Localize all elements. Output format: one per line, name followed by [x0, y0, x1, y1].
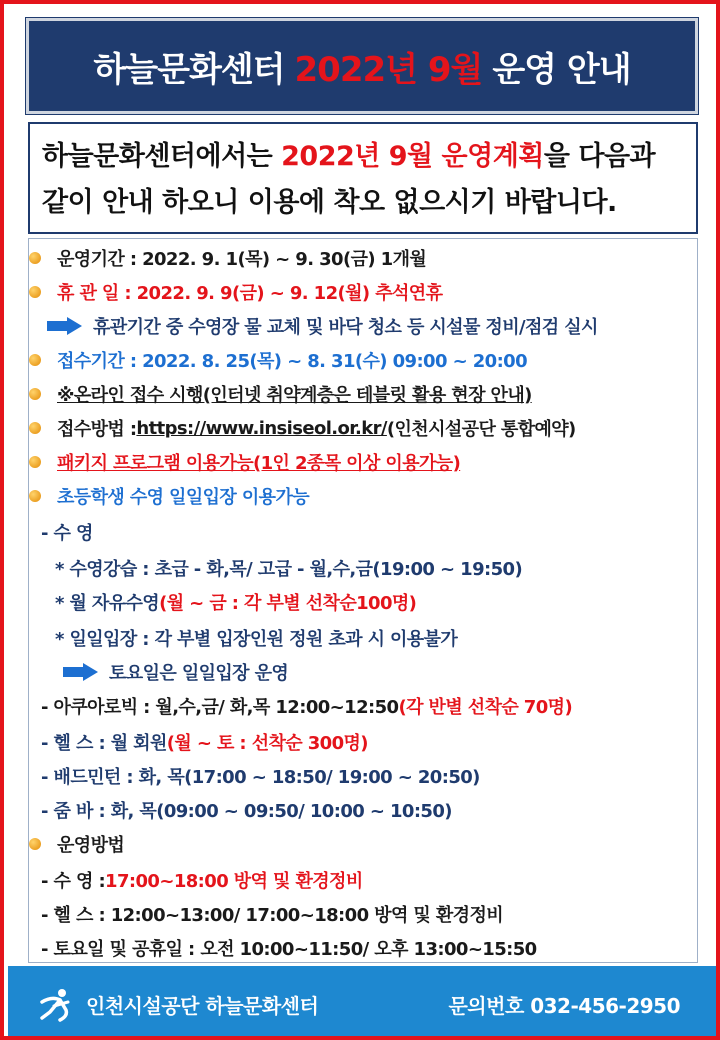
list-item — [55, 553, 522, 583]
runner-logo-icon — [38, 988, 74, 1022]
title-highlight: 2022년 9월 — [294, 49, 483, 90]
blue-arrow-icon — [47, 317, 83, 335]
footer-org-name: 인천시설공단 하늘문화센터 — [86, 994, 319, 1018]
swim-header: - 수 영 — [41, 523, 93, 544]
title-text: 하늘문화센터 — [93, 49, 285, 90]
closed-text: 휴 관 일 : 2022. 9. 9(금) ~ 9. 12(월) 추석연휴 — [57, 283, 443, 304]
saturday-text: 토요일은 일일입장 운영 — [109, 663, 289, 684]
orange-dot-icon — [29, 490, 41, 502]
footer-bar — [8, 966, 720, 1040]
badminton-text: - 배드민턴 : 화, 목(17:00 ~ 18:50/ 19:00 ~ 20:50) — [41, 767, 480, 788]
orange-dot-icon — [29, 422, 41, 434]
online-text: ※온라인 접수 시행(인터넷 취약계층은 테블릿 활용 현장 안내) — [57, 385, 532, 406]
footer-phone: 문의번호 032-456-2950 — [448, 994, 680, 1018]
intro-text-end: 을 다음과 — [543, 141, 656, 172]
aqua-text: - 아쿠아로빅 : 월,수,금/ 화,목 12:00~12:50 — [41, 697, 399, 718]
swim-lesson-text: * 수영강습 : 초급 - 화,목/ 고급 - 월,수,금(19:00 ~ 19:50) — [55, 559, 523, 580]
title-banner — [26, 18, 698, 114]
orange-dot-icon — [29, 354, 41, 366]
list-item — [29, 481, 309, 511]
method-suffix: (인천시설공단 통합예약) — [386, 419, 576, 440]
swim-free-note: (월 ~ 금 : 각 부별 선착순100명) — [159, 593, 417, 614]
list-item — [41, 761, 480, 791]
intro-text: 하늘문화센터에서는 — [42, 141, 282, 172]
list-item — [41, 865, 363, 895]
orange-dot-icon — [29, 456, 41, 468]
health-note: (월 ~ 토 : 선착순 300명) — [166, 733, 368, 754]
swim-daily-text: * 일일입장 : 각 부별 입장인원 정원 초과 시 이용불가 — [55, 629, 458, 650]
list-item — [47, 311, 598, 341]
reception-text: 접수기간 : 2022. 8. 25(목) ~ 8. 31(수) 09:00 ~ 20:00 — [57, 351, 528, 372]
intro-line-1 — [42, 134, 684, 180]
orange-dot-icon — [29, 286, 41, 298]
op-weekend-text: - 토요일 및 공휴일 : 오전 10:00~11:50/ 오후 13:00~15:50 — [41, 939, 537, 960]
intro-line-2: 같이 안내 하오니 이용에 착오 없으시기 바랍니다. — [42, 187, 617, 218]
list-item — [29, 345, 527, 375]
list-item — [41, 899, 503, 929]
orange-dot-icon — [29, 252, 41, 264]
op-swim-label: - 수 영 : — [41, 871, 106, 892]
method-link[interactable]: https://www.insiseol.or.kr/ — [136, 417, 387, 439]
list-item — [41, 795, 452, 825]
list-item — [29, 379, 532, 409]
intro-highlight: 2022년 9월 운영계획 — [281, 141, 544, 172]
list-item — [29, 413, 576, 443]
list-item — [41, 691, 572, 721]
package-text: 패키지 프로그램 이용가능(1인 2종목 이상 이용가능) — [57, 453, 461, 474]
list-item — [41, 933, 537, 963]
closed-note-text: 휴관기간 중 수영장 물 교체 및 바닥 청소 등 시설물 정비/점검 실시 — [93, 317, 598, 338]
list-item — [29, 829, 124, 859]
list-item — [41, 517, 93, 547]
blue-arrow-icon — [63, 663, 99, 681]
list-item — [29, 447, 460, 477]
list-item — [55, 587, 416, 617]
content-box — [28, 238, 698, 963]
list-item — [41, 727, 368, 757]
title-suffix: 운영 안내 — [492, 49, 631, 90]
orange-dot-icon — [29, 388, 41, 400]
period-text: 운영기간 : 2022. 9. 1(목) ~ 9. 30(금) 1개월 — [57, 249, 427, 270]
orange-dot-icon — [29, 838, 41, 850]
method-label: 접수방법 : — [57, 419, 137, 440]
list-item — [55, 623, 457, 653]
list-item — [63, 657, 288, 687]
intro-box — [28, 122, 698, 234]
aqua-note: (각 반별 선착순 70명) — [398, 697, 573, 718]
health-text: - 헬 스 : 월 회원 — [41, 733, 167, 754]
elementary-text: 초등학생 수영 일일입장 이용가능 — [57, 487, 310, 508]
op-health-text: - 헬 스 : 12:00~13:00/ 17:00~18:00 방역 및 환경정비 — [41, 905, 504, 926]
list-item — [29, 277, 442, 307]
operation-header: 운영방법 — [57, 835, 125, 856]
dance-text: - 줌 바 : 화, 목(09:00 ~ 09:50/ 10:00 ~ 10:50) — [41, 801, 452, 822]
list-item — [29, 243, 426, 273]
swim-free-text: * 월 자유수영 — [55, 593, 160, 614]
op-swim-text: 17:00~18:00 방역 및 환경정비 — [105, 871, 363, 892]
